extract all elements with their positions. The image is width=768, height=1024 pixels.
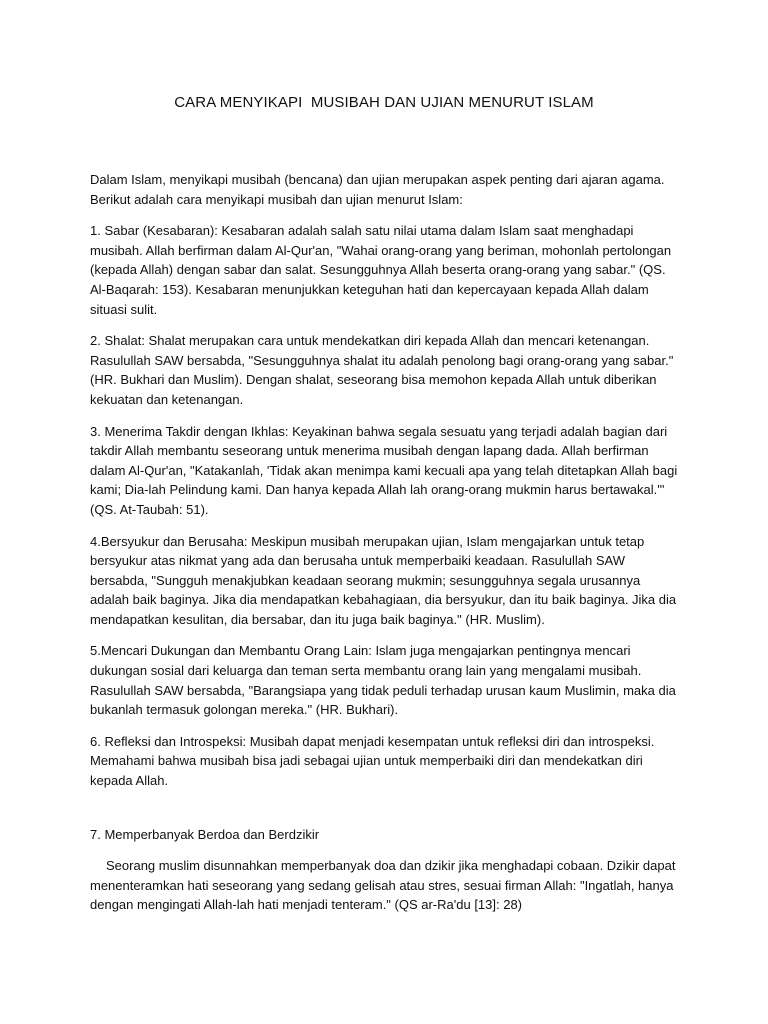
paragraph-dzikir: Seorang muslim disunnahkan memperbanyak doa dan dzikir jika menghadapi cobaan. Dzikir dapat menenteramkan hati seseorang yang sedang gelisah atau stres, sesuai firman Allah: "Ingatlah, hanya dengan mengingati Allah-lah hati menjadi tenteram." (QS ar-Ra'du [13]: 28): [90, 858, 676, 913]
document-title: CARA MENYIKAPI MUSIBAH DAN UJIAN MENURUT ISLAM: [174, 94, 594, 111]
paragraph-refleksi: 6. Refleksi dan Introspeksi: Musibah dapat menjadi kesempatan untuk refleksi diri dan introspeksi. Memahami bahwa musibah bisa jadi sebagai ujian untuk memperbaiki diri dan mendekatkan diri kepada Allah.: [90, 733, 655, 789]
paragraph-sabar: 1. Sabar (Kesabaran): Kesabaran adalah salah satu nilai utama dalam Islam saat menghadapi musibah. Allah berfirman dalam Al-Qur'an, "Wahai orang-orang yang beriman, mohonlah pertolongan (kepada Allah) dengan sabar dan salat. Sesungguhnya Allah beserta orang-orang yang sabar." (QS. Al-Baqarah: 153). Kesabaran menunjukkan keteguhan hati dan kepercayaan kepada Allah dalam situasi sulit.: [90, 223, 672, 317]
paragraph-dukungan: 5.Mencari Dukungan dan Membantu Orang Lain: Islam juga mengajarkan pentingnya mencari dukungan sosial dari keluarga dan teman serta membantu orang lain yang mengalami musibah. Rasulullah SAW bersabda, "Barangsiapa yang tidak peduli terhadap urusan kaum Muslimin, maka dia bukanlah termasuk golongan mereka." (HR. Bukhari).: [90, 643, 676, 718]
paragraph-intro: Dalam Islam, menyikapi musibah (bencana) dan ujian merupakan aspek penting dari ajaran agama. Berikut adalah cara menyikapi musibah dan ujian menurut Islam:: [90, 172, 665, 207]
paragraph-bersyukur: 4.Bersyukur dan Berusaha: Meskipun musibah merupakan ujian, Islam mengajarkan untuk tetap bersyukur atas nikmat yang ada dan berusaha untuk memperbaiki keadaan. Rasulullah SAW bersabda, "Sungguh menakjubkan keadaan seorang mukmin; sesungguhnya segala urusannya adalah baik baginya. Jika dia mendapatkan kebahagiaan, dia bersyukur, dan itu baik baginya. Jika dia mendapatkan kesulitan, dia bersabar, dan itu juga baik baginya." (HR. Muslim).: [90, 533, 677, 627]
document-body: [90, 170, 680, 927]
paragraph-berdoa-heading: 7. Memperbanyak Berdoa dan Berdzikir: [90, 826, 320, 842]
paragraph-shalat: 2. Shalat: Shalat merupakan cara untuk mendekatkan diri kepada Allah dan mencari ketenangan. Rasulullah SAW bersabda, "Sesungguhnya shalat itu adalah penolong bagi orang-orang yang sabar." (HR. Bukhari dan Muslim). Dengan shalat, seseorang bisa memohon kepada Allah untuk diberikan kekuatan dan ketenangan.: [90, 333, 674, 407]
paragraph-takdir: 3. Menerima Takdir dengan Ikhlas: Keyakinan bahwa segala sesuatu yang terjadi adalah bagian dari takdir Allah membantu seseorang untuk menerima musibah dengan lapang dada. Allah berfirman dalam Al-Qur'an, "Katakanlah, 'Tidak akan menimpa kami kecuali apa yang telah ditetapkan Allah bagi kami; Dia-lah Pelindung kami. Dan hanya kepada Allah lah orang-orang mukmin harus bertawakal.'" (QS. At-Taubah: 51).: [90, 423, 678, 517]
